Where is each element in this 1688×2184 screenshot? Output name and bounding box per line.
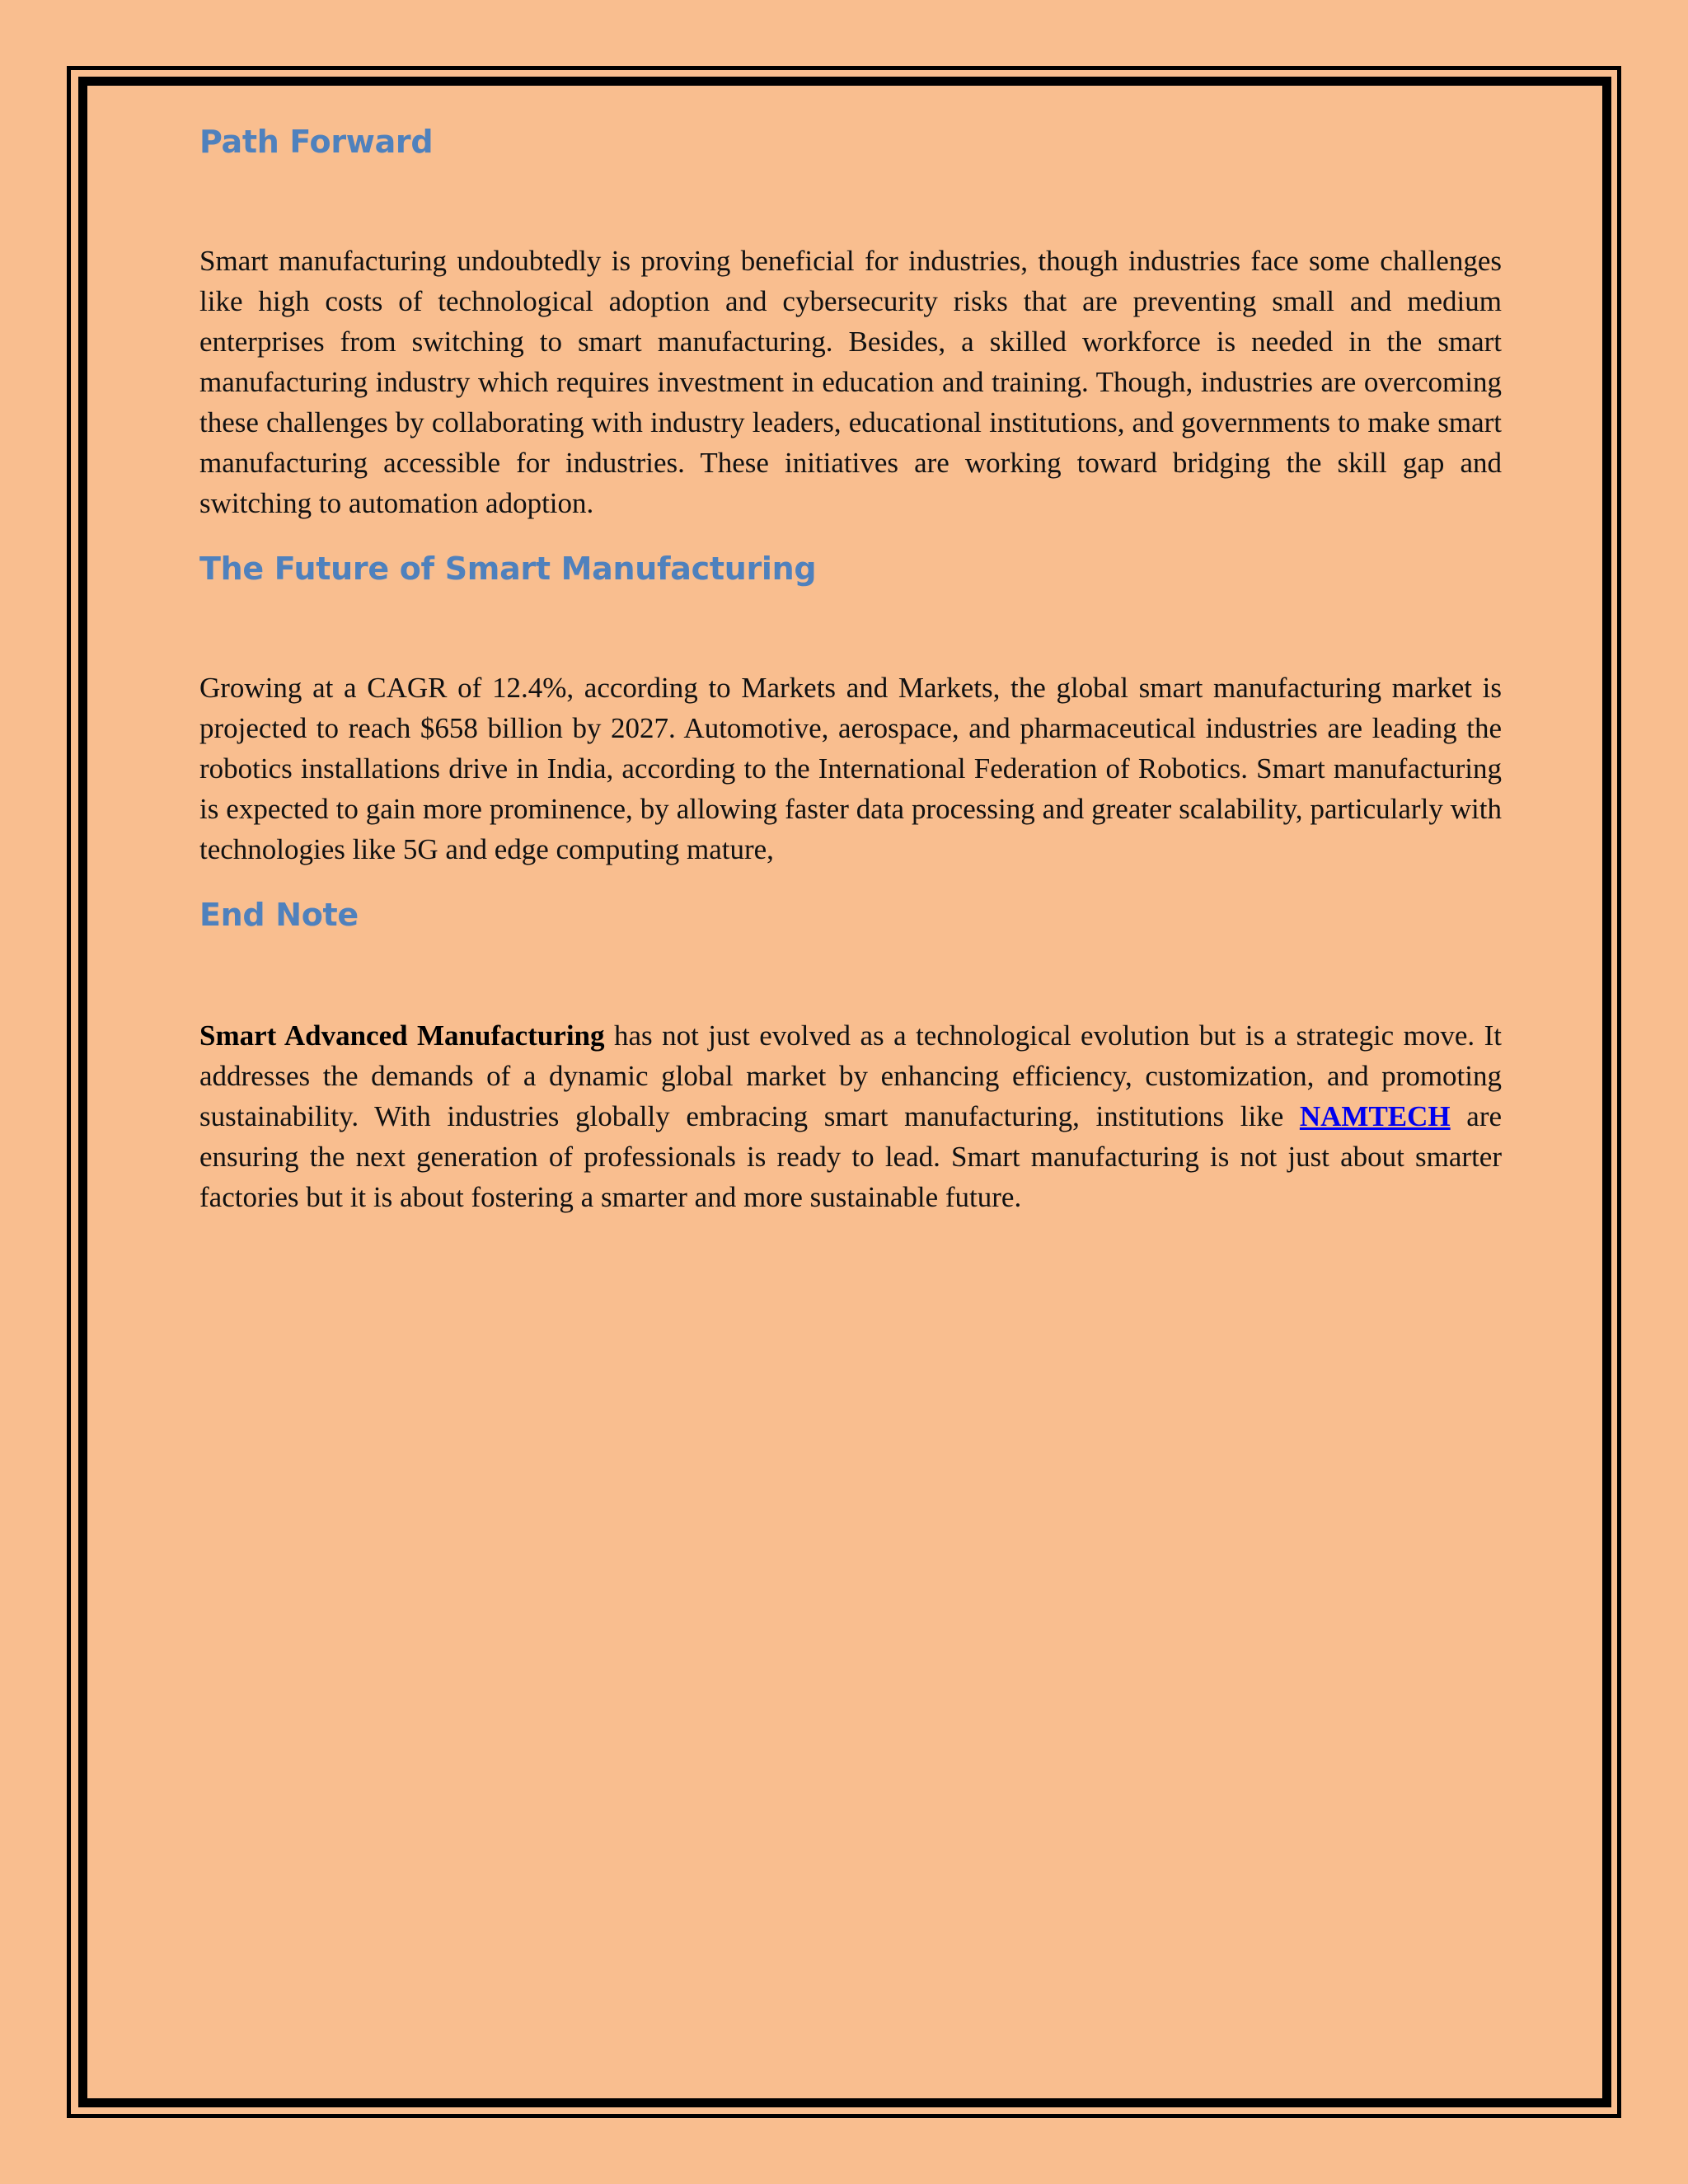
heading-end-note: End Note bbox=[199, 897, 359, 933]
end-note-bold-lead: Smart Advanced Manufacturing bbox=[199, 1019, 605, 1052]
heading-future-smart-manufacturing: The Future of Smart Manufacturing bbox=[199, 551, 817, 587]
namtech-link[interactable]: NAMTECH bbox=[1299, 1100, 1451, 1132]
heading-path-forward: Path Forward bbox=[199, 124, 434, 160]
paragraph-future-smart-manufacturing: Growing at a CAGR of 12.4%, according to Markets and Markets, the global smart manufacturing market is projected to reach $658 billion by 2027. Automotive, aerospace, and pharmaceutical industries are leading the robotics installations drive in India, according to the International Federation of Robotics. Smart manufacturing is expected to gain more prominence, by allowing faster data processing and greater scalability, particularly with technologies like 5G and edge computing mature, bbox=[199, 672, 1502, 865]
end-note-text-before-link: has not just evolved as a technological evolution but is a strategic move. It addresses the demands of a dynamic global market by enhancing efficiency, customization, and promoting sustainability. With industries globally embracing smart manufacturing, institutions like bbox=[199, 1019, 1502, 1132]
paragraph-path-forward: Smart manufacturing undoubtedly is proving beneficial for industries, though industries face some challenges like high costs of technological adoption and cybersecurity risks that are preventing small and medium enterprises from switching to smart manufacturing. Besides, a skilled workforce is needed in the smart manufacturing industry which requires investment in education and training. Though, industries are overcoming these challenges by collaborating with industry leaders, educational institutions, and governments to make smart manufacturing accessible for industries. These initiatives are working toward bridging the skill gap and switching to automation adoption. bbox=[199, 245, 1502, 519]
end-note-text-after-link: are ensuring the next generation of professionals is ready to lead. Smart manufacturing is not just about smarter factories but it is about fostering a smarter and more sustainable future. bbox=[199, 1100, 1503, 1213]
paragraph-end-note bbox=[199, 1015, 1502, 1217]
